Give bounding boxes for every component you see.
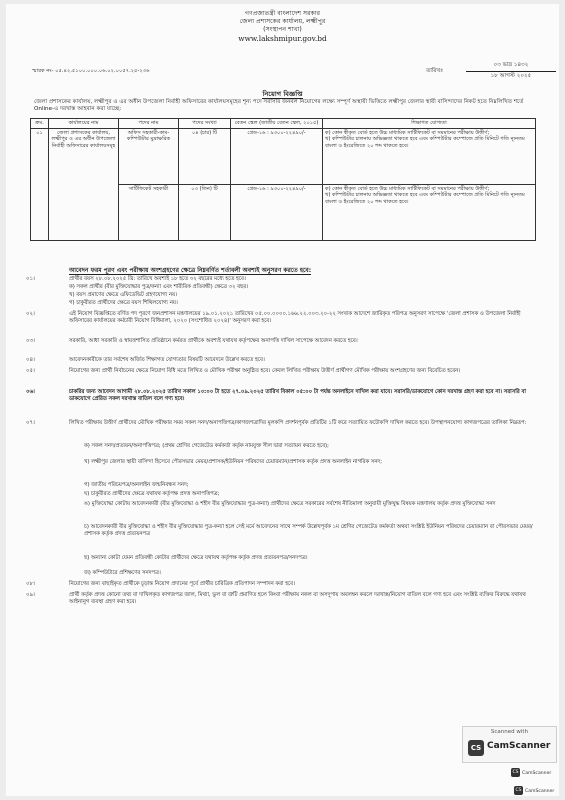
header-office: কার্যালয়ের নাম <box>49 119 119 129</box>
date-english: ১৮ আগস্ট ২০২৫ <box>490 73 532 79</box>
header-qualification: শিক্ষাগত যোগ্যতা <box>323 119 536 129</box>
qualification-a: ক) কোন স্বীকৃত বোর্ড হতে উচ্চ মাধ্যমিক সার্টিফিকেট বা সমমানের পরীক্ষায় উত্তীর্ণ; <box>325 129 490 136</box>
footer-mark: CS CamScanner <box>515 788 555 794</box>
cell-count: ০৪ (চার) টি <box>179 128 231 184</box>
camscanner-icon: CS <box>515 788 522 793</box>
memo-reference: স্মারক নং- ০৫.৪২.৫১০০.০০০.০৬.০২.০০৫৭.২৫-২৩৬ <box>32 68 150 74</box>
table-header-row <box>31 119 536 129</box>
notice-title: নিয়োগ বিজ্ঞপ্তি <box>262 90 303 98</box>
cell-office: জেলা প্রশাসকের কার্যালয়, লক্ষ্মীপুর ও এর অধীন উপজেলা নির্বাহী অফিসারের কার্যালয়সমূহ <box>49 128 119 240</box>
camscanner-icon: CS <box>512 770 519 775</box>
footer-mark: CS CamScanner <box>512 770 552 776</box>
header-government: গণপ্রজাতন্ত্রী বাংলাদেশ সরকার <box>244 10 321 17</box>
camscanner-logo-icon: CS <box>468 740 484 756</box>
table-row <box>31 128 536 184</box>
cell-scale: গ্রেড-১৬ : ৯৩০০-২২৪৯০/- <box>231 184 323 240</box>
intro-paragraph: জেলা প্রশাসকের কার্যালয়, লক্ষ্মীপুর ও এর অধীন উপজেলা নির্বাহী অফিসারের কার্যালয়সমূহের শূন্য পদে সরাসরি জনবল নিয়োগের লক্ষ্যে সম্পূর্ণ অস্থায়ী ভিত্তিতে লক্ষ্মীপুর জেলার স্থায়ী বাসিন্দাদের নিকট হতে নিম্নলিখিত শর্তে Online-এ দরখাস্ত আহবান করা যাচ্ছে: <box>34 99 524 113</box>
header-count: পদের সংখ্যা <box>179 119 231 129</box>
date-label: তারিখঃ <box>426 68 444 74</box>
header-section: (সংস্থাপন শাখা) <box>263 26 302 33</box>
scanner-watermark <box>462 726 557 763</box>
document-page: গণপ্রজাতন্ত্রী বাংলাদেশ সরকার জেলা প্রশাসকের কার্যালয়, লক্ষ্মীপুর (সংস্থাপন শাখা) www.lakshmipur.gov.bd স্মারক নং- ০৫.৪২.৫১০০.০০০.০৬.০২.০০৫৭.২৫-২৩৬ তারিখঃ ০৩ ভাদ্র ১৪৩২ ১৮ আগস্ট ২০২৫ নিয়োগ বিজ্ঞপ্তি জেলা প্রশাসকের কার্যালয়, লক্ষ্মীপুর ও এর অধীন উপজেলা নির্বাহী অফিসারের কার্যালয়সমূহের শূন্য পদে সরাসরি জনবল নিয়োগের লক্ষ্যে সম্পূর্ণ অস্থায়ী ভিত্তিতে লক্ষ্মীপুর জেলার স্থায়ী বাসিন্দাদের নিকট হতে নিম্নলিখিত শর্তে Online-এ দরখাস্ত আহবান করা যাচ্ছে: ক্রম. কার্যালয়ের নাম পদের নাম পদের সংখ্যা বেতন স্কেল (জাতীয় বেতন স্কেল, ২০১৫) শিক্ষাগত যোগ্যতা ০১ জেলা প্রশাসকের কার্যালয়, লক্ষ্মীপুর ও এর অধীন উপজেলা নির্বাহী অফিসারের কার্যালয়সমূহ অফিস সহকারী-কাম-কম্পিউটার মুদ্রাক্ষরিক ০৪ (চার) টি গ্রেড-১৬ : ৯৩০০-২২৪৯০/- ক) কোন স্বীকৃত বোর্ড হতে উচ্চ মাধ্যমিক সার্টিফিকেট বা সমমানের পরীক্ষায় উত্তীর্ণ; খ) কম্পিউটার চালনায় অভিজ্ঞতা থাকতে হবে এবং কম্পিউটার কম্পোজে প্রতি মিনিটে গতি ন্যূনতম বাংলা ও ইংরেজিতে ২০ শব্দ থাকতে হবে। সার্টিফিকেট সহকারী ০৩ (তিন) টি গ্রেড-১৬ : ৯৩০০-২২৪৯০/- ক) কোন স্বীকৃত বোর্ড হতে উচ্চ মাধ্যমিক সার্টিফিকেট বা সমমানের পরীক্ষায় উত্তীর্ণ; খ) কম্পিউটার চালনায় অভিজ্ঞতা থাকতে হবে এবং কম্পিউটার কম্পোজে প্রতি মিনিটে গতি ন্যূনতম বাংলা ও ইংরেজিতে ২০ শব্দ থাকতে হবে। আবেদন ফরম পূরণ এবং পরীক্ষায় অংশগ্রহণের ক্ষেত্রে নিম্নবর্ণিত শর্তাবলী অবশ্যই অনুসরণ করতে হবে: ০১। প্রার্থীর বয়স ২৮.০৮.২০২৫ খ্রি: তারিখে অবশ্যই ১৮ হতে ৩২ বছরের মধ্যে হতে হবে। ক) সকল প্রার্থীর (বীর মুক্তিযোদ্ধার পুত্র/কন্যা এবং শারীরিক প্রতিবন্ধী) ক্ষেত্রে ৩২ বছর। খ) বয়স প্রমাণের ক্ষেত্রে এফিডেভিট গ্রহণযোগ্য নয়। গ) চাকুরীরত প্রার্থীদের ক্ষেত্রে বয়স শিথিলযোগ্য নয়। ০২। এই নিয়োগ বিজ্ঞপ্তিতে বর্ণিত পদ পূরণে জনপ্রশাসন মন্ত্রণালয়ের ১৯.০১.২০২১ তারিখের ০৫.০০.০০০০.১৬৬.২২.০০৩.২০-২২ সংখ্যক আদেশে জারিকৃত পরিপত্র অনুসরণ সাপেক্ষে 'জেলা প্রশাসক ও উপজেলা নির্বাহী অফিসারের কার্যালয়ের কর্মচারী নিয়োগ বিধিমালা, ২০২০ (সংশোধিত ২০২৪)' অনুসরণ করা হবে। ০৩। সরকারি, আধা সরকারি ও স্বায়ত্তশাসিত প্রতিষ্ঠানে কর্মরত প্রার্থীকে অবশ্যই যথাযথ কর্তৃপক্ষের অনাপত্তি দাখিল সাপেক্ষে আবেদন করতে হবে। ০৪। আবেদনকারীকে তার সর্বশেষ অর্জিত শিক্ষাগত যোগ্যতার বিষয়টি আবেদনে উল্লেখ করতে হবে। ০৫। নিয়োগের জন্য প্রার্থী নির্বাচনের ক্ষেত্রে নিয়োগ বিধি মতে লিখিত ও মৌখিক পরীক্ষা অনুষ্ঠিত হবে। কেবল লিখিত পরীক্ষায় উত্তীর্ণ প্রার্থীগণ মৌখিক পরীক্ষায় অংশগ্রহণের জন্য বিবেচিত হবেন। ০৬। চাকরির জন্য আবেদন আগামী ২৮.০৮.২০২৫ তারিখ সকাল ১০:০০ টা হতে ২৭.০৯.২০২৫ তারিখ বিকাল ০৫:০০ টা পর্যন্ত অনলাইনে দাখিল করা যাবে। সরাসরি/ডাকযোগে কোন দরখাস্ত গ্রহণ করা হবে না। সরাসরি বা ডাকযোগে প্রেরিত সকল দরখাস্ত বাতিল বলে গণ্য হবে। ০৭। লিখিত পরীক্ষায় উত্তীর্ণ প্রার্থীদের মৌখিক পরীক্ষার সময় সকল সনদ/অনাপত্তিপত্র/কাগজপত্রাদির মূলকপি প্রদর্শনপূর্বক প্রতিটির ১টি করে সত্যায়িত ফটোকপি দাখিল করতে হবে। উপস্থাপনযোগ্য কাগজপত্রের তালিকা নিম্নরূপ: ক) সকল সনদ/প্রত্যয়ন/অনাপত্তিপত্র; (প্রথম শ্রেণির গেজেটেড কর্মকর্তা কর্তৃক নামযুক্ত সীল দ্বারা সত্যায়ন করতে হবে); খ) লক্ষ্মীপুর জেলার স্থায়ী বাসিন্দা হিসেবে পৌরসভার মেয়র/প্রশাসক/ইউনিয়ন পরিষদের চেয়ারম্যান/প্রশাসক কর্তৃক প্রদত্ত অনলাইন নাগরিক সনদ; গ) জাতীয় পরিচয়পত্র/অনলাইন জন্মনিবন্ধন সনদ; ঘ) চাকুরীরত প্রার্থীদের ক্ষেত্রে যথাযথ কর্তৃপক্ষ প্রদত্ত অনাপত্তিপত্র; ঙ) মুক্তিযোদ্ধা কোটায় আবেদনকারী (বীর মুক্তিযোদ্ধা ও শহীদ বীর মুক্তিযোদ্ধার পুত্র-কন্যা) প্রার্থীদের ক্ষেত্রে সরকারের সর্বশেষ নীতিমালা অনুযায়ী মুক্তিযুদ্ধ বিষয়ক মন্ত্রণালয় কর্তৃক প্রদত্ত মুক্তিযোদ্ধা সনদ চ) আবেদনকারী বীর মুক্তিযোদ্ধা ও শহীদ বীর মুক্তিযোদ্ধার পুত্র-কন্যা হলে সেই মর্মে আবেদনের সাথে সম্পর্ক উল্লেখপূর্বক ১ম শ্রেণির গেজেটেড কর্মকর্তা অথবা সংশ্লিষ্ট ইউনিয়ন পরিষদের চেয়ারম্যান বা পৌরসভার মেয়র/প্রশাসক কর্তৃক প্রদত্ত প্রত্যয়নপত্র ছ) অন্যান্য কোটা যেমন প্রতিবন্ধী কোটার প্রার্থীদের ক্ষেত্রে যথাযথ কর্তৃপক্ষ কর্তৃক প্রদত্ত প্রত্যয়নপত্র/সনদপত্র। জ) কম্পিউটারে প্রশিক্ষণের সনদপত্র। ০৮। নিয়োগের জন্য বাছাইকৃত প্রার্থীকে চূড়ান্ত নিয়োগ প্রদানের পূর্বে প্রার্থীর চারিত্রিক প্রতিপাদন সম্পাদন করা হবে। ০৯। প্রার্থী কর্তৃক প্রদত্ত কোনো তথ্য বা দাখিলকৃত কাগজপত্র জাল, মিথ্যা, ভুল বা ত্রুটি প্রমাণিত হলে কিংবা পরীক্ষায় নকল বা অসদুপায় অবলম্বন করলে দরখাস্ত/নিয়োগ বাতিল বলে গণ্য হবে এবং সংশ্লিষ্ট ব্যক্তির বিরুদ্ধে যথাযথ আইনানুগ ব্যবস্থা গ্রহণ করা হবে। Scanned with CS CamScanner <box>6 4 559 796</box>
header-post: পদের নাম <box>119 119 179 129</box>
date-bangla: ০৩ ভাদ্র ১৪৩২ <box>466 61 556 72</box>
cell-count: ০৩ (তিন) টি <box>179 184 231 240</box>
header-serial: ক্রম. <box>31 119 49 129</box>
vacancy-table <box>30 118 536 241</box>
cell-qualification <box>323 128 536 184</box>
qualification-b: খ) কম্পিউটার চালনায় অভিজ্ঞতা থাকতে হবে এবং কম্পিউটার কম্পোজে প্রতি মিনিটে গতি ন্যূনতম বাংলা ও ইংরেজিতে ২০ শব্দ থাকতে হবে। <box>325 192 525 205</box>
qualification-b: খ) কম্পিউটার চালনায় অভিজ্ঞতা থাকতে হবে এবং কম্পিউটার কম্পোজে প্রতি মিনিটে গতি ন্যূনতম বাংলা ও ইংরেজিতে ২০ শব্দ থাকতে হবে। <box>325 136 525 149</box>
header-scale: বেতন স্কেল (জাতীয় বেতন স্কেল, ২০১৫) <box>231 119 323 129</box>
conditions-heading: আবেদন ফরম পূরণ এবং পরীক্ষায় অংশগ্রহণের ক্ষেত্রে নিম্নবর্ণিত শর্তাবলী অবশ্যই অনুসরণ করতে হবে: <box>69 267 312 274</box>
header-url[interactable]: www.lakshmipur.gov.bd <box>238 34 327 43</box>
qualification-a: ক) কোন স্বীকৃত বোর্ড হতে উচ্চ মাধ্যমিক সার্টিফিকেট বা সমমানের পরীক্ষায় উত্তীর্ণ; <box>325 185 490 192</box>
cell-serial: ০১ <box>31 128 49 240</box>
cell-post: অফিস সহকারী-কাম-কম্পিউটার মুদ্রাক্ষরিক <box>119 128 179 184</box>
cell-scale: গ্রেড-১৬ : ৯৩০০-২২৪৯০/- <box>231 128 323 184</box>
watermark-caption: Scanned with <box>490 729 529 735</box>
cell-qualification <box>323 184 536 240</box>
watermark-brand: CamScanner <box>487 741 551 751</box>
header-office: জেলা প্রশাসকের কার্যালয়, লক্ষ্মীপুর <box>239 18 326 25</box>
cell-post: সার্টিফিকেট সহকারী <box>119 184 179 240</box>
